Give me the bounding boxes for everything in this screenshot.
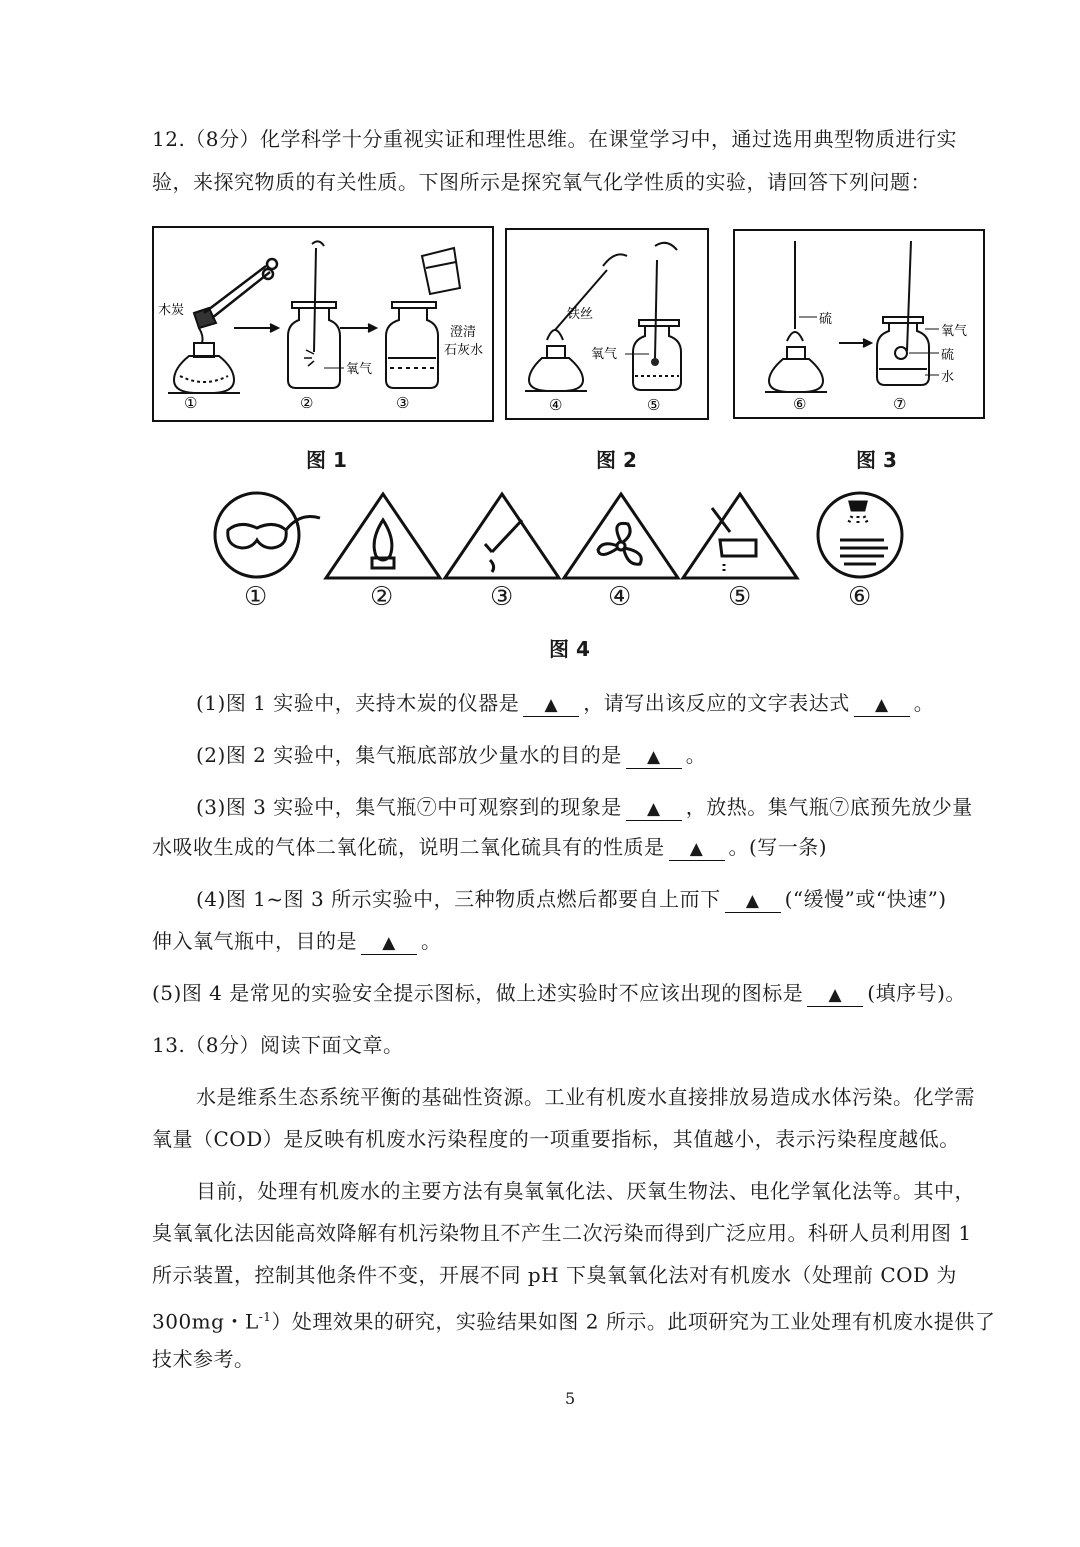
answer-blank[interactable]: ▲ [807, 984, 863, 1007]
fig4-label-5: ⑤ [728, 582, 752, 612]
ventilation-warning-icon [564, 494, 678, 578]
fig4-label-2: ② [370, 582, 394, 612]
flame-warning-icon [326, 494, 440, 578]
figure-1-drawing [154, 228, 492, 420]
figure-2 [505, 228, 709, 420]
spark-icon [304, 350, 314, 366]
q12-sub2: (2)图 2 实验中，集气瓶底部放少量水的目的是 ▲ 。 [196, 743, 707, 767]
label-n3: ③ [396, 394, 410, 412]
figure-3-drawing [735, 231, 983, 417]
crucible-tongs-icon [204, 259, 277, 318]
label-sulfur: 硫 [819, 312, 833, 327]
q12-sub4-line1: (4)图 1~图 3 所示实验中，三种物质点燃后都要自上而下 ▲ (“缓慢”或“快速”) [196, 887, 947, 911]
figure-1-caption: 图 1 [306, 448, 347, 472]
q12-intro-line1: 12.（8分）化学科学十分重视实证和理性思维。在课堂学习中，通过选用典型物质进行实 [152, 127, 958, 151]
answer-blank[interactable]: ▲ [626, 798, 682, 821]
label-n1: ① [184, 394, 198, 412]
q13-p2-line3: 所示装置，控制其他条件不变，开展不同 pH 下臭氧氧化法对有机废水（处理前 COD 为 [152, 1263, 957, 1287]
alcohol-lamp-icon [765, 241, 827, 392]
q12-intro-line2: 验，来探究物质的有关性质。下图所示是探究氧气化学性质的实验，请回答下列问题： [152, 170, 931, 194]
label-charcoal: 木炭 [158, 303, 185, 318]
answer-blank[interactable]: ▲ [523, 694, 579, 717]
figure-3-caption: 图 3 [856, 448, 897, 472]
fig4-label-6: ⑥ [848, 582, 872, 612]
hot-surface-warning-icon [445, 494, 559, 578]
answer-blank[interactable]: ▲ [669, 838, 725, 861]
wash-hands-icon [818, 493, 902, 577]
answer-blank[interactable]: ▲ [626, 746, 682, 769]
fig4-label-3: ③ [490, 582, 514, 612]
q13-p1-line1: 水是维系生态系统平衡的基础性资源。工业有机废水直接排放易造成水体污染。化学需 [196, 1085, 975, 1109]
gas-bottle-icon [288, 241, 340, 388]
label-n2: ② [300, 394, 314, 412]
figure-2-drawing [507, 230, 707, 418]
alcohol-lamp-icon [525, 330, 587, 391]
figure-4-caption: 图 4 [549, 637, 590, 661]
fig4-label-4: ④ [608, 582, 632, 612]
q13-p2-line5: 技术参考。 [152, 1347, 255, 1371]
label-limewater-2: 石灰水 [444, 343, 484, 358]
label-oxygen-1: 氧气 [346, 362, 373, 377]
q12-sub3-line1: (3)图 3 实验中，集气瓶⑦中可观察到的现象是 ▲ ，放热。集气瓶⑦底预先放少量 [196, 795, 973, 819]
sharp-object-warning-icon [683, 494, 797, 578]
spark-icon [651, 358, 659, 366]
arrow-icon [234, 324, 376, 332]
gas-bottle-icon [633, 243, 681, 390]
label-n4: ④ [549, 396, 563, 414]
label-limewater-1: 澄清 [450, 325, 477, 340]
label-sulfur-2: 硫 [941, 348, 955, 363]
figure-2-caption: 图 2 [596, 448, 637, 472]
page-number: 5 [565, 1389, 576, 1408]
figure-3 [733, 229, 985, 419]
q12-sub5: (5)图 4 是常见的实验安全提示图标，做上述实验时不应该出现的图标是 ▲ (填序号)。 [152, 981, 966, 1005]
label-n7: ⑦ [893, 395, 907, 413]
q13-p2-line1: 目前，处理有机废水的主要方法有臭氧氧化法、厌氧生物法、电化学氧化法等。其中， [196, 1179, 975, 1203]
label-oxygen-3: 氧气 [941, 324, 968, 339]
q12-sub4-line2: 伸入氧气瓶中，目的是 ▲ 。 [152, 929, 442, 953]
figure-1 [152, 226, 494, 422]
answer-blank[interactable]: ▲ [361, 932, 417, 955]
q12-sub3-line2: 水吸收生成的气体二氧化硫，说明二氧化硫具有的性质是 ▲ 。(写一条) [152, 835, 828, 859]
q13-title: 13.（8分）阅读下面文章。 [152, 1033, 404, 1057]
label-n6: ⑥ [793, 395, 807, 413]
answer-blank[interactable]: ▲ [854, 694, 910, 717]
alcohol-lamp-icon [168, 343, 240, 393]
q13-p2-line2: 臭氧氧化法因能高效降解有机污染物且不产生二次污染而得到广泛应用。科研人员利用图 1 [152, 1221, 972, 1245]
goggles-icon [215, 493, 320, 577]
label-n5: ⑤ [647, 396, 661, 414]
label-oxygen-2: 氧气 [591, 347, 618, 362]
label-water: 水 [941, 370, 955, 385]
arrow-icon [839, 339, 871, 347]
q12-sub1: (1)图 1 实验中，夹持木炭的仪器是 ▲ ，请写出该反应的文字表达式 ▲ 。 [196, 691, 935, 715]
fig4-label-1: ① [244, 582, 268, 612]
label-iron-wire: 铁丝 [567, 307, 594, 322]
q13-p1-line2: 氧量（COD）是反映有机废水污染程度的一项重要指标，其值越小，表示污染程度越低。 [152, 1127, 960, 1151]
gas-bottle-icon [877, 241, 929, 385]
q13-p2-line4: 300mg・$L^{-1}$）处理效果的研究，实验结果如图 2 所示。此项研究为工业处理有机废水提供了 [152, 1309, 996, 1334]
answer-blank[interactable]: ▲ [725, 890, 781, 913]
figure-4-icons [200, 490, 920, 585]
limewater-bottle-icon [386, 248, 460, 388]
